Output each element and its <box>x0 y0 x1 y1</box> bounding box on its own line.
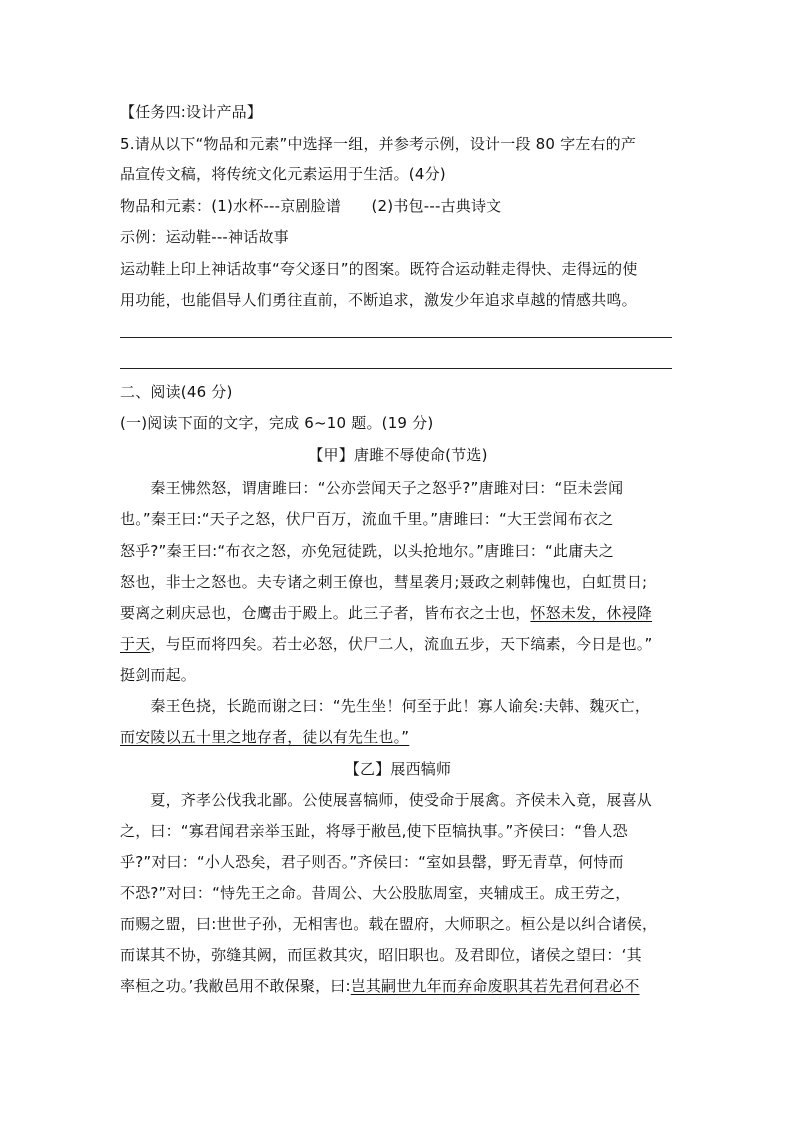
jia-line-4: 怒也，非士之怒也。夫专诸之刺王僚也，彗星袭月;聂政之刺韩傀也，白虹贯日; <box>120 573 648 591</box>
yi-line-7-text: 率桓之功。’我敝邑用不敢保聚，曰: <box>120 977 351 995</box>
example-label: 示例：运动鞋---神话故事 <box>120 228 289 246</box>
yi-line-6: 而谋其不协，弥缝其阙，而匡救其灾，昭旧职也。及君即位，诸侯之望曰：‘其 <box>120 946 642 964</box>
answer-line-2 <box>120 368 672 369</box>
jia-para2-line-2 <box>120 726 676 748</box>
example-text-line-2: 用功能，也能倡导人们勇往直前，不断追求，激发少年追求卓越的情感共鸣。 <box>120 291 637 309</box>
yi-line-7 <box>120 975 676 997</box>
task-heading: 【任务四:设计产品】 <box>120 103 263 121</box>
reading-subsection: (一)阅读下面的文字，完成 6~10 题。(19 分) <box>120 414 434 432</box>
example-text-line-1: 运动鞋上印上神话故事“夸父逐日”的图案。既符合运动鞋走得快、走得远的使 <box>120 260 638 278</box>
jia-line-2: 也。”秦王曰:“天子之怒，伏尸百万，流血千里。”唐雎曰：“大王尝闻布衣之 <box>120 510 614 528</box>
items-and-elements: 物品和元素：(1)水杯---京剧脸谱 (2)书包---古典诗文 <box>120 197 502 215</box>
passage-jia-title: 【甲】唐雎不辱使命(节选) <box>308 446 488 464</box>
jia-line-6-underlined: 于天 <box>120 635 151 653</box>
yi-line-7-underlined: 岂其嗣世九年而弃命废职其若先君何君必不 <box>350 977 640 995</box>
jia-line-3: 怒乎?”秦王曰:“布衣之怒，亦免冠徒跣，以头抢地尔。”唐雎曰：“此庸夫之 <box>120 542 614 560</box>
question-5-line-1: 5.请从以下“物品和元素”中选择一组，并参考示例，设计一段 80 字左右的产 <box>120 135 637 153</box>
jia-para2-underlined: 而安陵以五十里之地存者，徒以有先生也。” <box>120 728 410 746</box>
yi-line-4: 不恐?”对曰：“恃先王之命。昔周公、大公股肱周室，夹辅成王。成王劳之， <box>120 884 631 902</box>
jia-line-6-text: ，与臣而将四矣。若士必怒，伏尸二人，流血五步，天下缟素，今日是也。” <box>150 635 653 653</box>
yi-line-2: 之，曰：“寡君闻君亲举玉趾，将辱于敝邑,使下臣犒执事。”齐侯曰：“鲁人恐 <box>120 822 628 840</box>
jia-line-7: 挺剑而起。 <box>120 666 197 684</box>
answer-line-1 <box>120 337 672 338</box>
yi-line-5: 而赐之盟，曰:世世子孙，无相害也。载在盟府，大师职之。桓公是以纠合诸侯， <box>120 915 658 933</box>
question-5-line-2: 品宣传文稿，将传统文化元素运用于生活。(4分) <box>120 165 446 183</box>
yi-line-1: 夏，齐孝公伐我北鄙。公使展喜犒师，使受命于展禽。齐侯未入竟，展喜从 <box>120 791 653 809</box>
passage-yi-title: 【乙】展西犒师 <box>344 760 452 778</box>
jia-line-5-text: 要离之刺庆忌也，仓鹰击于殿上。此三子者，皆布衣之士也， <box>120 604 531 622</box>
reading-section-title: 二、阅读(46 分) <box>120 383 233 401</box>
jia-para2-line-1: 秦王色挠，长跪而谢之曰：“先生坐！何至于此！寡人谕矣:夫韩、魏灭亡， <box>120 697 651 715</box>
jia-line-1: 秦王怫然怒，谓唐雎曰：“公亦尝闻天子之怒乎?”唐雎对曰：“臣未尝闻 <box>120 479 624 497</box>
jia-line-6 <box>120 633 676 655</box>
jia-line-5-underlined: 怀怒未发，休祲降 <box>530 604 653 622</box>
jia-line-5 <box>120 602 676 624</box>
yi-line-3: 乎?”对曰：“小人恐矣，君子则否。”齐侯曰：“室如县罄，野无青草，何恃而 <box>120 853 624 871</box>
